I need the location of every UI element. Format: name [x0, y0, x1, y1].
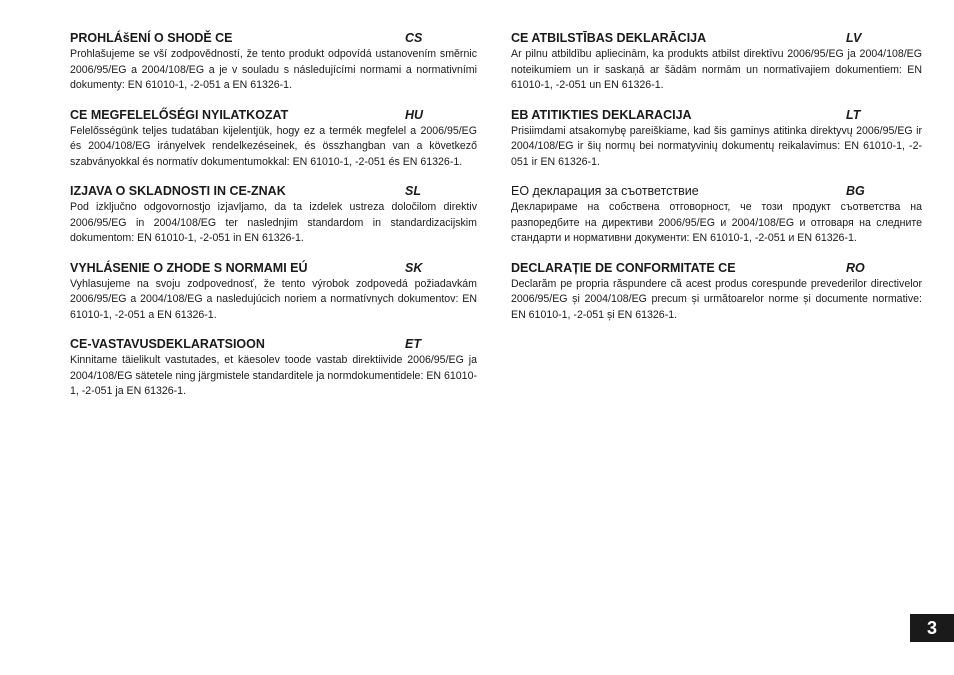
language-code: SL — [405, 184, 421, 198]
declaration-text: Kinnitame täielikult vastutades, et käesolev toode vastab direktiivide 2006/95/EG ja 2004/108/EG sätetele ning järgmistele standarditele ja normdokumentidele: EN 61010-1, -2-051 ja EN 61326-1. — [70, 354, 477, 397]
declaration-text: Felelősségünk teljes tudatában kijelentjük, hogy ez a termék megfelel a 2006/95/EG és 2004/108/EG irányelvek rendelkezéseinek, és összhangban van a következő szabványokkal és normatív dokumentumokkal: EN 61010-1, -2-051 és EN 61326-1. — [70, 124, 477, 168]
declaration-sk — [70, 260, 477, 324]
declaration-lt — [511, 107, 922, 171]
left-column — [70, 30, 477, 413]
language-code: LT — [846, 107, 861, 122]
declaration-text: Декларираме на собствена отговорност, че този продукт съответства на разпоредбите на директиви 2006/95/EG и 2004/108/EG и отговаря на следните стандарти и нормативни документи: EN 61010-1, -2-051 и EN 61326-1. — [511, 201, 922, 244]
language-code: HU — [405, 107, 424, 122]
declaration-sl — [70, 183, 477, 247]
declaration-et — [70, 336, 477, 400]
language-code: SK — [405, 260, 423, 275]
declaration-title: VYHLÁSENIE O ZHODE S NORMAMI EÚ — [70, 260, 308, 275]
language-code: BG — [846, 184, 865, 198]
declaration-title: CE ATBILSTĪBAS DEKLARĀCIJA — [511, 31, 707, 45]
declaration-text: Declarăm pe propria răspundere că acest produs corespunde prevederilor directivelor 2006/95/EG și 2004/108/EG precum și următoarelor norme și documente normative: EN 61010-1, -2-051 și EN 61326-1. — [511, 277, 922, 321]
language-code: CS — [405, 31, 423, 45]
page-number: 3 — [910, 614, 954, 642]
declaration-hu — [70, 107, 477, 171]
declaration-text: Vyhlasujeme na svoju zodpovednosť, že tento výrobok zodpovedá požiadavkám 2006/95/EG a 2004/108/EG a nasledujúcich noriem a normatívnych dokumentov: EN 61010-1, -2-051 a EN 61326-1. — [70, 277, 477, 321]
declaration-title: CE-VASTAVUSDEKLARATSIOON — [70, 337, 265, 351]
language-code: RO — [846, 260, 865, 275]
right-column — [511, 30, 922, 336]
declaration-title: CE MEGFELELŐSÉGI NYILATKOZAT — [70, 107, 289, 122]
declaration-text: Prohlašujeme se vší zodpovědností, že tento produkt odpovídá ustanovením směrnic 2006/95/EG a 2004/108/EG a je v souladu s následujícími normami a normativními dokumenty: EN 61010-1, -2-051 a EN 61326-1. — [70, 48, 477, 91]
declaration-text: Pod izključno odgovornostjo izjavljamo, da ta izdelek ustreza določilom direktiv 2006/95/EG in 2004/108/EG ter naslednjim standardom in standardizacijskim dokumentom: EN 61010-1, -2-051 in EN 61326-1. — [70, 201, 477, 244]
declaration-title: EB ATITIKTIES DEKLARACIJA — [511, 107, 692, 122]
declaration-title: PROHLÁšENÍ O SHODĚ CE — [70, 31, 233, 45]
declaration-text: Prisiimdami atsakomybę pareiškiame, kad šis gaminys atitinka direktyvų 2006/95/EG ir 2004/108/EG ir šių normų bei normatyvinių dokumentų reikalavimus: EN 61010-1, -2-051 ir EN 61326-1. — [511, 124, 922, 168]
declaration-bg — [511, 183, 922, 247]
declaration-ro — [511, 260, 922, 324]
declaration-title: DECLARAȚIE DE CONFORMITATE CE — [511, 260, 736, 275]
language-code: LV — [846, 31, 862, 45]
language-code: ET — [405, 337, 421, 351]
declaration-title: IZJAVA O SKLADNOSTI IN CE-ZNAK — [70, 184, 286, 198]
declaration-text: Ar pilnu atbildību apliecinām, ka produkts atbilst direktīvu 2006/95/EG ja 2004/108/EG noteikumiem un ir saskaņā ar šādām normām un normatīvajiem dokumentiem: EN 61010-1, -2-051 un EN 61326-1. — [511, 48, 922, 91]
declaration-title: ЕО декларация за съответствие — [511, 184, 699, 198]
declaration-cs — [70, 30, 477, 94]
declaration-lv — [511, 30, 922, 94]
